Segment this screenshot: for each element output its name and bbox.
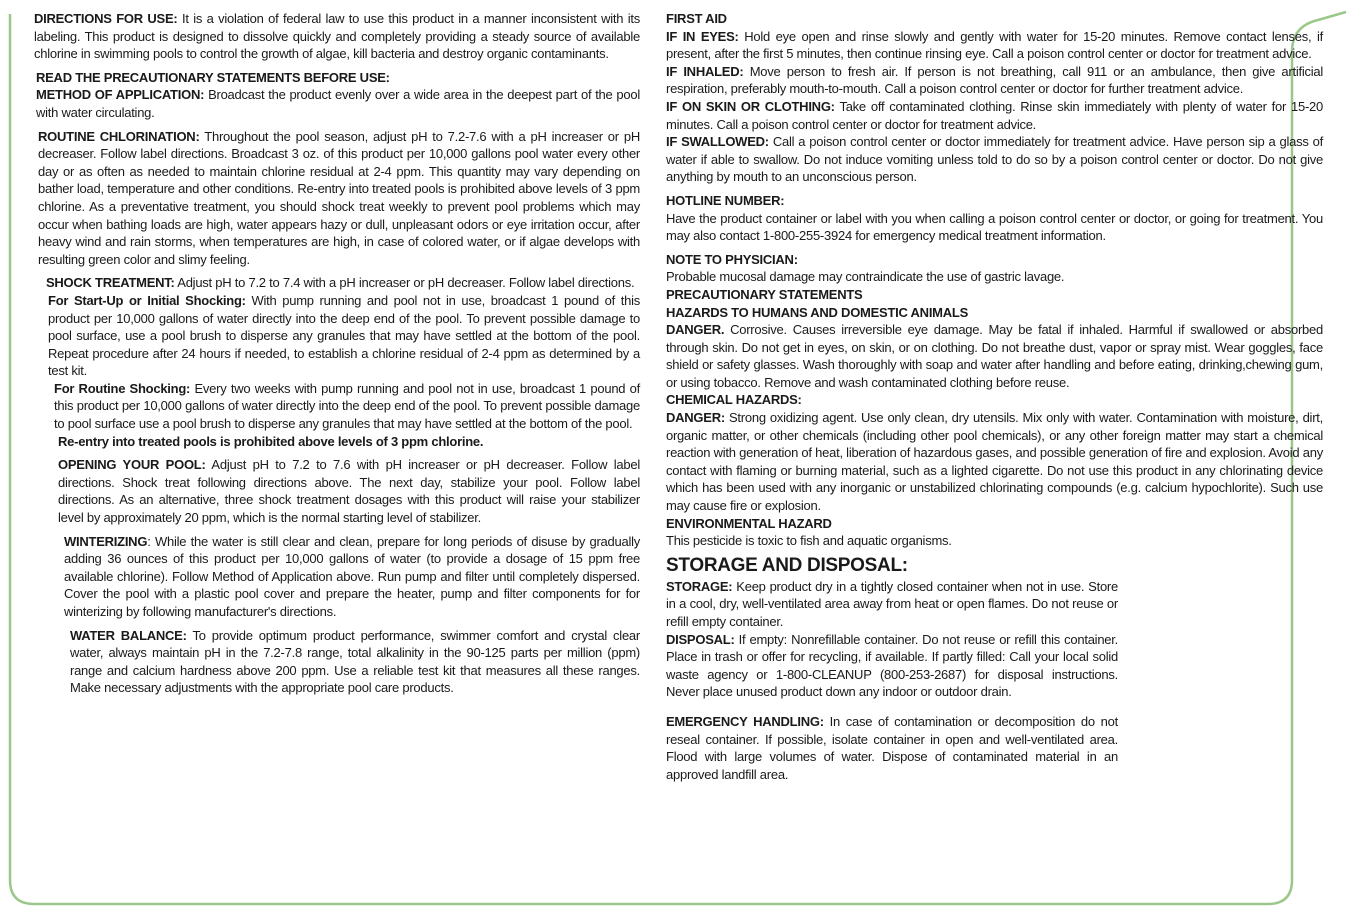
storage-disposal-heading: STORAGE AND DISPOSAL: <box>666 554 908 576</box>
startup-text: With pump running and pool not in use, broadcast 1 pound of this product per 10,000 gallons of water directly into the deep end of the pool. To prevent possible damage to pool surface, use a pool brush to disperse any granules that may have settled at the bottom of the pool. Repeat procedure after 24 hours if needed, to establish a chlorine residual of 2-4 ppm as determined by a test kit. <box>48 292 640 379</box>
right-column <box>666 10 1323 783</box>
storage-heading: STORAGE: <box>666 578 733 594</box>
winterizing <box>64 533 640 621</box>
shock-heading: SHOCK TREATMENT: <box>46 275 175 291</box>
winterizing-heading: WINTERIZING <box>64 533 148 549</box>
emergency-text: In case of contamination or decomposition do not reseal container. If possible, isolate container in open and well-ventilated area. Flood with large volumes of water. Dispose of contaminated material in an approved landfill area. <box>666 713 1118 782</box>
read-precautionary-heading: READ THE PRECAUTIONARY STATEMENTS BEFORE USE: <box>36 69 390 85</box>
first-aid-heading: FIRST AID <box>666 11 727 26</box>
inhaled-heading: IF INHALED: <box>666 63 744 79</box>
shock-text: Adjust pH to 7.2 to 7.4 with a pH increaser or pH decreaser. Follow label directions. <box>174 275 635 291</box>
routine-chlorination <box>38 128 640 269</box>
disposal <box>666 631 1118 701</box>
danger2-text: Strong oxidizing agent. Use only clean, dry utensils. Mix only with water. Contamination with moisture, dirt, organic matter, or other chemicals (including other pool chemicals), or any other foreign matter may start a chemical reaction with generation of heat, liberation of hazardous gases, and possible generation of fire and explosion. Avoid any contact with flaming or burning material, such as a lighted cigarette. Do not use this product in any chlorinating device which has been used with any inorganic or unstabilized chlorinating compounds (e.g. calcium hypochlorite). Such use may cause fire or explosion. <box>666 410 1323 514</box>
reentry-warning: Re-entry into treated pools is prohibited above levels of 3 ppm chlorine. <box>58 433 484 449</box>
hotline-text: Have the product container or label with you when calling a poison control center or doctor, or going for treatment. You may also contact 1-800-255-3924 for emergency medical treatment information. <box>666 210 1323 244</box>
emergency-heading: EMERGENCY HANDLING: <box>666 713 824 729</box>
precautionary-heading: PRECAUTIONARY STATEMENTS <box>666 286 863 302</box>
eyes-text: Hold eye open and rinse slowly and gently with water for 15-20 minutes. Remove contact lenses, if present, after the first 5 minutes, then continue rinsing eye. Call a poison control center or doctor for treatment advice. <box>666 28 1323 62</box>
danger-oxidizing <box>666 409 1323 515</box>
danger1-heading: DANGER. <box>666 322 725 338</box>
storage-text: Keep product dry in a tightly closed container when not in use. Store in a cool, dry, well-ventilated area away from heat or open flames. Do not reuse or refill empty container. <box>666 578 1118 629</box>
water-balance-text: To provide optimum product performance, swimmer comfort and crystal clear water, always maintain pH in the 7.2-7.8 range, total alkalinity in the 90-125 parts per million (ppm) range and calcium hardness above 200 ppm. Use a reliable test kit that measures all these ranges. Make necessary adjustments with the appropriate pool care products. <box>70 627 640 696</box>
water-balance-heading: WATER BALANCE: <box>70 627 187 643</box>
if-on-skin <box>666 98 1323 133</box>
directions-for-use <box>34 10 640 63</box>
danger2-heading: DANGER: <box>666 410 725 426</box>
disposal-heading: DISPOSAL: <box>666 631 735 647</box>
physician-text: Probable mucosal damage may contraindicate the use of gastric lavage. <box>666 269 1065 285</box>
winterizing-text: : While the water is still clear and clean, prepare for long periods of disuse by gradually adding 36 ounces of this product per 10,000 gallons of water (to provide a dosage of 15 ppm free available chlorine). Follow Method of Application above. Run pump and filter until completely dispersed. Cover the pool with a plastic pool cover and prepare the heater, pump and filter components for for winterizing by following manufacturer's directions. <box>64 533 640 619</box>
chemical-hazards-heading: CHEMICAL HAZARDS: <box>666 392 802 408</box>
inhaled-text: Move person to fresh air. If person is not breathing, call 911 or an ambulance, then give artificial respiration, preferably mouth-to-mouth. Call a poison control center or doctor for further treatment advice. <box>666 63 1323 97</box>
routine-shocking-text: Every two weeks with pump running and pool not in use, broadcast 1 pound of this product per 10,000 gallons of water directly into the deep end of the pool. To prevent possible damage to pool surface use a pool brush to disperse any granules that may have settled at the bottom of the pool. <box>54 380 640 432</box>
danger1-text: Corrosive. Causes irreversible eye damage. May be fatal if inhaled. Harmful if swallowed or absorbed through skin. Do not get in eyes, on skin, or on clothing. Do not breathe dust, vapor or spray mist. Wear goggles, face shield or safety glasses. Wash thoroughly with soap and water after handling and before eating, drinking,chewing gum, or using tobacco. Remove and wash contaminated clothing before reuse. <box>666 322 1323 390</box>
skin-heading: IF ON SKIN OR CLOTHING: <box>666 98 835 114</box>
hotline-heading: HOTLINE NUMBER: <box>666 192 785 208</box>
method-text: Broadcast the product evenly over a wide area in the deepest part of the pool with water circulating. <box>36 87 640 120</box>
opening-text: Adjust pH to 7.2 to 7.6 with pH increaser or pH decreaser. Follow label directions. Shock treat following directions above. The next day, stabilize your pool. Follow label directions. As an alternative, three shock treatment dosages with this product will raise your stabilizer level by approximately 20 ppm, which is the normal starting level of stabilizer. <box>58 457 640 526</box>
emergency-handling <box>666 713 1118 783</box>
routine-heading: ROUTINE CHLORINATION: <box>38 128 200 144</box>
directions-heading: DIRECTIONS FOR USE: <box>34 11 178 26</box>
swallowed-text: Call a poison control center or doctor immediately for treatment advice. Have person sip a glass of water if able to swallow. Do not induce vomiting unless told to do so by a poison control center or doctor. Do not give anything by mouth to an unconscious person. <box>666 134 1323 185</box>
storage <box>666 578 1118 631</box>
routine-shocking <box>54 380 640 433</box>
water-balance <box>70 627 640 697</box>
swallowed-heading: IF SWALLOWED: <box>666 134 769 150</box>
if-swallowed <box>666 133 1323 186</box>
routine-shocking-heading: For Routine Shocking: <box>54 380 191 396</box>
method-heading: METHOD OF APPLICATION: <box>36 87 205 103</box>
storage-disposal-block <box>666 578 1118 784</box>
directions-text: It is a violation of federal law to use this product in a manner inconsistent with its labeling. This product is designed to dissolve quickly and completely providing a steady source of available chlorine in swimming pools to control the growth of algae, kill bacteria and destroy organic contaminants. <box>34 11 640 62</box>
opening-your-pool <box>58 456 640 526</box>
routine-text: Throughout the pool season, adjust pH to 7.2-7.6 with a pH increaser or pH decreaser. Follow label directions. Broadcast 3 oz. of this product per 10,000 gallons pool water every other day or as often as needed to maintain chlorine residual at 2-4 ppm. This quantity may vary depending on bather load, temperature and other conditions. Re-entry into treated pools is prohibited above levels of 3 ppm chlorine. As a preventative treatment, you should shock treat weekly to prevent pool problems which may occur when bathing loads are high, water appears hazy or dull, unpleasant odors or eye irritation occur, after heavy wind and rain storms, when temperatures are high, in case of colored water, or if algae develops with resulting green color and slimy feeling. <box>38 128 640 267</box>
left-column <box>34 10 640 697</box>
eyes-heading: IF IN EYES: <box>666 28 739 44</box>
startup-shocking <box>48 292 640 380</box>
shock-treatment <box>46 274 640 292</box>
startup-heading: For Start-Up or Initial Shocking: <box>48 292 246 308</box>
if-inhaled <box>666 63 1323 98</box>
skin-text: Take off contaminated clothing. Rinse skin immediately with plenty of water for 15-20 minutes. Call a poison control center or doctor for treatment advice. <box>666 98 1323 132</box>
environmental-text: This pesticide is toxic to fish and aquatic organisms. <box>666 533 952 549</box>
physician-heading: NOTE TO PHYSICIAN: <box>666 251 798 267</box>
if-in-eyes <box>666 28 1323 63</box>
danger-corrosive <box>666 321 1323 391</box>
method-of-application <box>36 86 640 121</box>
opening-heading: OPENING YOUR POOL: <box>58 457 206 473</box>
disposal-text: If empty: Nonrefillable container. Do not reuse or refill this container. Place in trash or offer for recycling, if available. If partly filled: Call your local solid waste agency or 1-800-CLEANUP (800-253-2687) for disposal instructions. Never place unused product down any indoor or outdoor drain. <box>666 631 1118 700</box>
environmental-heading: ENVIRONMENTAL HAZARD <box>666 515 832 531</box>
hazards-humans-heading: HAZARDS TO HUMANS AND DOMESTIC ANIMALS <box>666 304 969 320</box>
